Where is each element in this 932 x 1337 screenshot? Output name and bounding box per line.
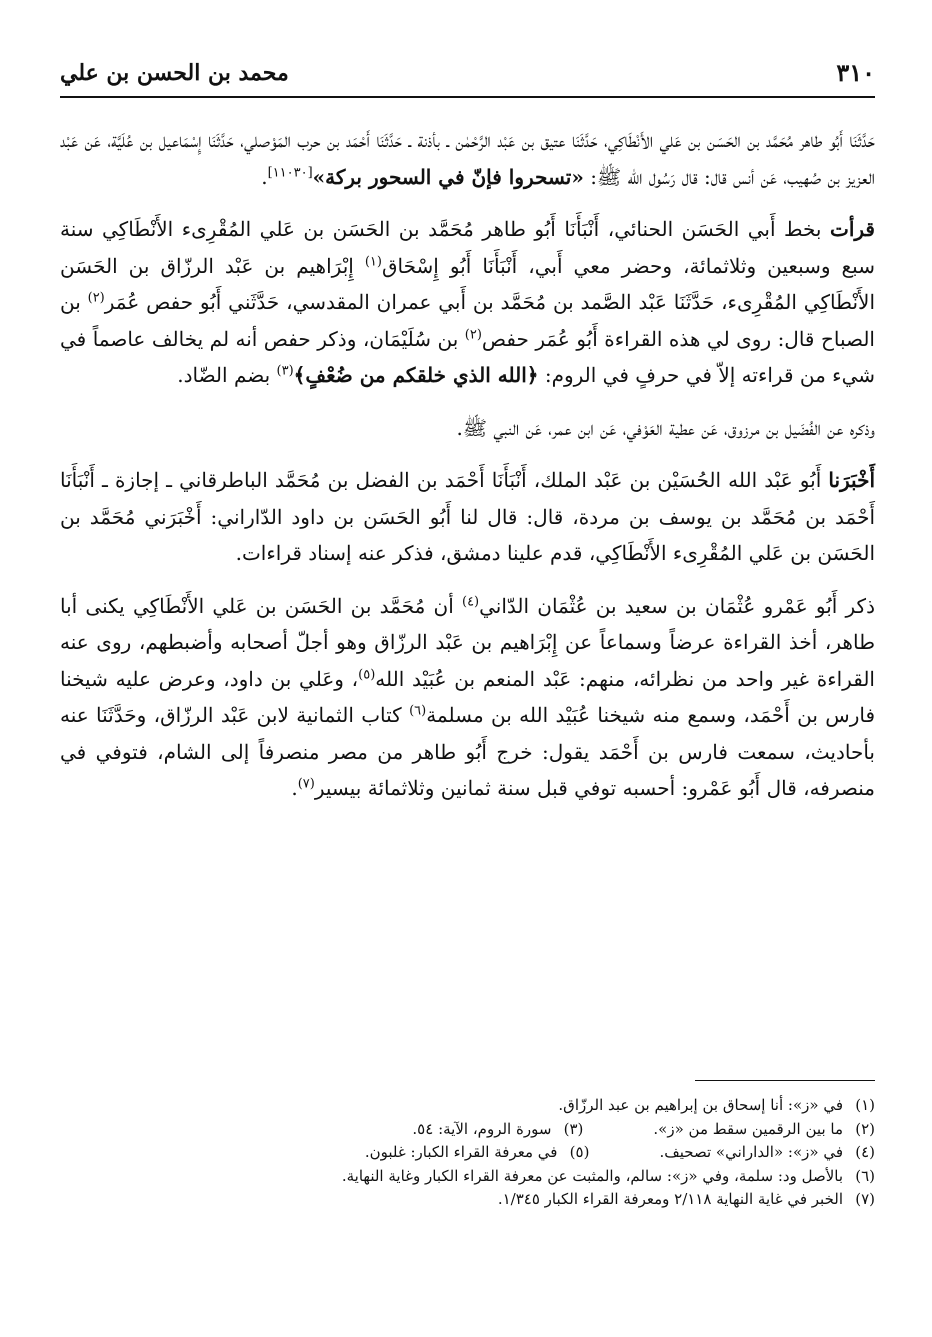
footnote-row xyxy=(60,1141,875,1165)
page-number: ٣١٠ xyxy=(836,58,875,87)
hadith-reference: [١١٠٣٠] xyxy=(267,164,313,180)
footnote-6 xyxy=(342,1165,875,1189)
paragraph-2-part-c: بن الصباح قال: روى لي هذه القراءة أَبُو عُمَر حفص xyxy=(60,290,875,351)
footnote-marker-2[interactable]: (٢) xyxy=(87,290,105,306)
paragraph-5-part-e: . xyxy=(291,776,298,800)
paragraph-3 xyxy=(60,410,875,447)
paragraph-2-part-b: إِبْرَاهيم بن عَبْد الرزّاق بن الحَسَن الأَنْطَاكِي المُقْرِىء، حَدَّثَنَا عَبْد الصَّمد بن مُحَمَّد بن أَبي عمران المقدسي، حَدَّثَني أَبُو حفص عُمَر xyxy=(60,253,875,314)
footnotes xyxy=(60,1094,875,1212)
paragraph-4-lead: أَخْبَرَنا xyxy=(828,468,875,492)
footnote-5 xyxy=(365,1141,590,1165)
footnote-1 xyxy=(558,1094,875,1118)
paragraph-1 xyxy=(60,122,875,195)
footnote-number: (٣) xyxy=(563,1119,584,1138)
paragraph-1-end: . xyxy=(261,164,268,189)
footnote-marker-2-end[interactable]: (٢) xyxy=(464,326,482,342)
footnote-2 xyxy=(653,1118,875,1142)
footnote-marker-6[interactable]: (٦) xyxy=(409,703,427,719)
footnote-row xyxy=(60,1094,875,1118)
footnote-7 xyxy=(498,1188,875,1212)
page-header xyxy=(60,52,875,98)
footnote-text: في «ز»: أنا إسحاق بن إبراهيم بن عبد الرزّاق. xyxy=(558,1096,843,1114)
footnote-number: (٤) xyxy=(855,1143,875,1161)
footnote-number: (٦) xyxy=(855,1166,875,1185)
paragraph-5-part-b: أن مُحَمَّد بن الحَسَن بن عَلي الأَنْطَاكِي يكنى أبا طاهر، أخذ القراءة عرضاً وسماعاً عن إِبْرَاهيم بن عَبْد الرزّاق وهو أجلّ أصحابه وأضبطهم، روى عنه القراءة غير واحد من نظرائه، منهم: عَبْد المنعم بن عُبَيْد الله xyxy=(60,593,875,691)
footnote-row xyxy=(60,1165,875,1189)
paragraph-2 xyxy=(60,211,875,394)
paragraph-1-text: حَدَّثَنَا أَبُو طاهر مُحَمَّد بن الحَسَن بن عَلي الأَنْطَاكِي، حَدَّثَنَا عتيق بن عَبْد الرَّحْمٰن ـ بأذنة ـ حَدَّثَنَا أَحْمَد بن حرب المَوْصلي، حَدَّثَنَا إِسْمَاعيل بن عُلَيَّة، عَن عَبْد العزيز بن صُهيب، عَن أنس قال: قال رَسُول الله ﷺ: xyxy=(60,128,875,189)
paragraph-5 xyxy=(60,588,875,807)
footnote-text: بالأصل ود: سلمة، وفي «ز»: سالم، والمثبت عن معرفة القراء الكبار وغاية النهاية. xyxy=(341,1166,843,1185)
footnote-divider xyxy=(695,1080,875,1081)
paragraph-4 xyxy=(60,462,875,572)
hadith-quote: «تسحروا فإنّ في السحور بركة» xyxy=(312,164,584,189)
footnote-number: (١) xyxy=(855,1096,875,1114)
paragraph-5-part-d: كتاب الثمانية لابن عَبْد الرزّاق، وحَدَّثَنَا عنه بأحاديث، سمعت فارس بن أَحْمَد يقول: خرج أَبُو طاهر من مصر منصرفاً إلى الشام، فتوفي في منصرفه، قال أَبُو عَمْرو: أحسبه توفي قبل سنة ثمانين وثلاثمائة بيسير xyxy=(60,703,875,800)
footnote-number: (٧) xyxy=(855,1190,875,1208)
paragraph-5-part-c: ، وعَلي بن داود، وعرض عليه شيخنا فارس بن أَحْمَد، وسمع منه شيخنا عُبَيْد الله بن مسلمة xyxy=(60,666,876,727)
footnote-3 xyxy=(412,1118,583,1142)
footnote-marker-7[interactable]: (٧) xyxy=(297,776,315,792)
paragraph-2-part-d: بن سُلَيْمَان، وذكر حفص أنه لم يخالف عاصماً في شيء من قراءته إلاّ في حرفٍ في الروم: xyxy=(60,326,875,387)
footnote-number: (٥) xyxy=(569,1143,590,1161)
paragraph-2-lead: قرأت xyxy=(830,217,875,241)
main-text xyxy=(60,122,875,823)
paragraph-5-part-a: ذكر أَبُو عَمْرو عُثْمَان بن سعيد بن عُثْمَان الدّاني xyxy=(479,593,875,618)
footnote-4 xyxy=(659,1141,875,1165)
running-title: محمد بن الحسن بن علي xyxy=(60,60,289,86)
footnote-row xyxy=(60,1188,875,1212)
footnote-text: الخبر في غاية النهاية ٢/١١٨ ومعرفة القراء الكبار ١/٣٤٥. xyxy=(497,1190,843,1208)
paragraph-2-part-e: بضم الضّاد. xyxy=(177,363,277,387)
footnote-text: في معرفة القراء الكبار: غلبون. xyxy=(364,1143,558,1161)
footnote-marker-4[interactable]: (٤) xyxy=(461,593,480,609)
footnote-number: (٢) xyxy=(855,1119,875,1138)
paragraph-4-text: أَبُو عَبْد الله الحُسَيْن بن عَبْد الملك، أَنْبَأَنَا أَحْمَد بن الفضل بن مُحَمَّد الباطرقاني ـ إجازة ـ أَنْبَأَنَا أَحْمَد بن مُحَمَّد بن يوسف بن مردة، قال: قال لنا أَبُو الحَسَن بن داود الدّاراني: أَخْبَرَني مُحَمَّد بن الحَسَن بن عَلي المُقْرِىء الأَنْطَاكِي، قدم علينا دمشق، فذكر عنه إسناد قراءات. xyxy=(60,468,875,565)
paragraph-2-part-a: بخط أَبي الحَسَن الحنائي، أَنْبَأَنَا أَبُو طاهر مُحَمَّد بن الحَسَن بن عَلي المُقْرِىء الأَنْطَاكِي سنة سبع وسبعين وثلاثمائة، وحضر معي أَبي، أَنْبَأَنَا أَبُو إِسْحَاق xyxy=(60,217,875,278)
footnote-marker-1[interactable]: (١) xyxy=(364,253,382,269)
footnote-text: في «ز»: «الداراني» تصحيف. xyxy=(659,1143,843,1161)
footnote-text: ما بين الرقمين سقط من «ز». xyxy=(653,1119,843,1138)
paragraph-3-text: وذكره عن الفُضَيل بن مرزوق، عَن عطية العَوْفي، عَن ابن عمر، عَن النبي ﷺ. xyxy=(456,415,875,440)
footnote-text: سورة الروم، الآية: ٥٤. xyxy=(412,1119,552,1138)
footnote-marker-3[interactable]: (٣) xyxy=(276,363,294,379)
quran-ayah: ﴿الله الذي خلقكم من ضُعْفٍ﴾ xyxy=(293,363,539,387)
footnote-marker-5[interactable]: (٥) xyxy=(358,666,376,682)
footnote-row xyxy=(60,1118,875,1142)
